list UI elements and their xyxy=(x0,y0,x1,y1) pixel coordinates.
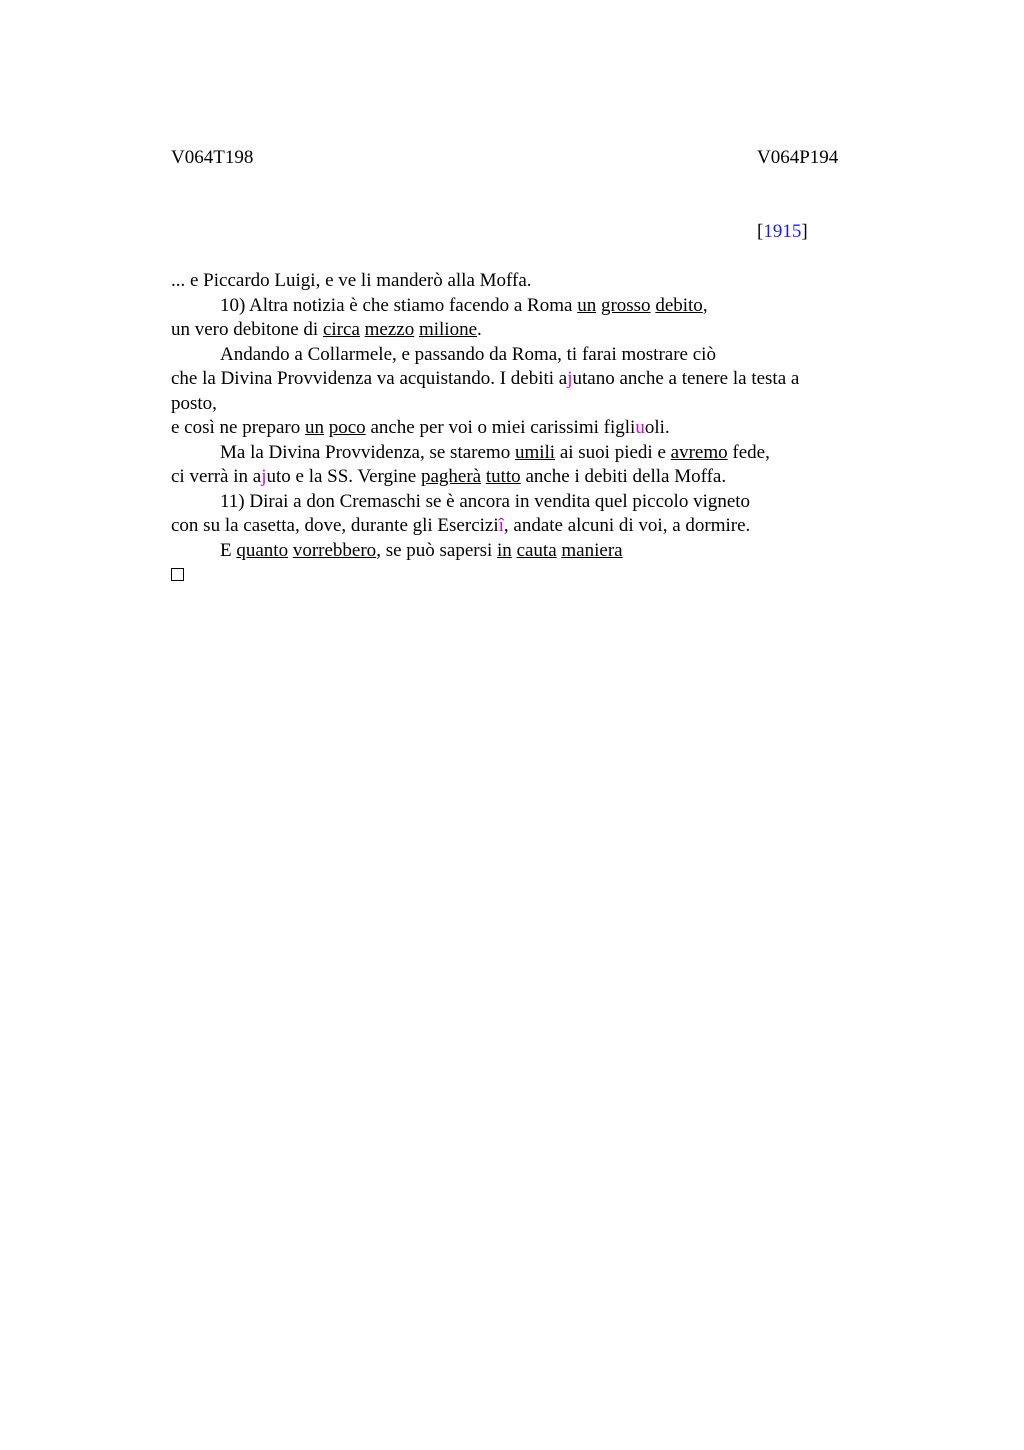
text-run: Ma la Divina Provvidenza, se staremo xyxy=(220,441,515,463)
underlined-word: avremo xyxy=(670,441,728,463)
underlined-word: mezzo xyxy=(364,319,415,340)
text-run: , se può sapersi xyxy=(376,539,498,561)
text-line: Andando a Collarmele, e passando da Roma, ti farai mostrare ciò xyxy=(220,343,716,365)
text-line xyxy=(171,514,871,539)
text-run: ai suoi piedi e xyxy=(555,441,671,463)
text-line: 11) Dirai a don Cremaschi se è ancora in vendita quel piccolo vigneto xyxy=(220,490,751,512)
underlined-word: umili xyxy=(514,441,556,463)
text-run: uto e la SS. Vergine xyxy=(266,466,421,487)
date-year: 1915 xyxy=(763,221,802,242)
text-run: , andate alcuni di voi, a dormire. xyxy=(503,515,751,536)
text-line xyxy=(171,294,871,319)
underlined-word: quanto xyxy=(236,539,289,561)
text-line: posto, xyxy=(171,392,217,414)
highlighted-letter: î xyxy=(498,515,504,536)
text-line xyxy=(171,318,871,343)
text-run: ci verrà in a xyxy=(171,466,262,487)
text-line xyxy=(171,563,871,588)
highlighted-letter: j xyxy=(567,368,573,389)
date-bracket-open: [ xyxy=(757,221,764,242)
text-run: 10) Altra notizia è che stiamo facendo a Roma xyxy=(220,294,578,316)
underlined-word: circa xyxy=(322,319,360,340)
text-line xyxy=(171,465,871,490)
text-run: un vero debitone di xyxy=(171,319,323,340)
date-reference xyxy=(757,220,808,244)
text-run: con su la casetta, dove, durante gli Esercizi xyxy=(171,515,499,536)
text-run: E xyxy=(220,539,237,561)
highlighted-letter: j xyxy=(261,466,267,487)
text-line xyxy=(171,539,871,564)
header-right-code: V064P194 xyxy=(757,147,839,168)
text-run: utano anche a tenere la testa a xyxy=(572,368,800,389)
text-run: anche i debiti della Moffa. xyxy=(520,466,727,487)
header-left-code: V064T198 xyxy=(171,147,254,168)
text-line xyxy=(171,416,871,441)
underlined-word: maniera xyxy=(561,539,623,561)
text-line: ... e Piccardo Luigi, e ve li manderò alla Moffa. xyxy=(171,270,532,291)
underlined-word: milione xyxy=(418,319,478,340)
underlined-word: un xyxy=(577,294,597,316)
letter-body xyxy=(171,269,871,588)
text-line xyxy=(171,441,871,466)
underlined-word: grosso xyxy=(600,294,651,316)
text-run: oli. xyxy=(644,417,670,438)
text-run: fede, xyxy=(727,441,770,463)
text-run: e così ne preparo xyxy=(171,417,305,438)
highlighted-letter: u xyxy=(635,417,645,438)
date-bracket-close: ] xyxy=(801,221,808,242)
underlined-word: debito xyxy=(655,294,703,316)
text-run: anche per voi o miei carissimi figli xyxy=(365,417,636,438)
underlined-word: vorrebbero xyxy=(292,539,377,561)
underlined-word: pagherà xyxy=(420,466,482,487)
text-run: . xyxy=(477,319,482,340)
underlined-word: in xyxy=(497,539,512,561)
underlined-word: poco xyxy=(328,417,366,438)
underlined-word: tutto xyxy=(485,466,521,487)
text-line xyxy=(171,367,871,392)
end-marker-box-icon xyxy=(171,568,184,581)
underlined-word: cauta xyxy=(516,539,557,561)
text-run: che la Divina Provvidenza va acquistando. I debiti a xyxy=(171,368,568,389)
text-run: , xyxy=(702,294,708,316)
underlined-word: un xyxy=(305,417,324,438)
